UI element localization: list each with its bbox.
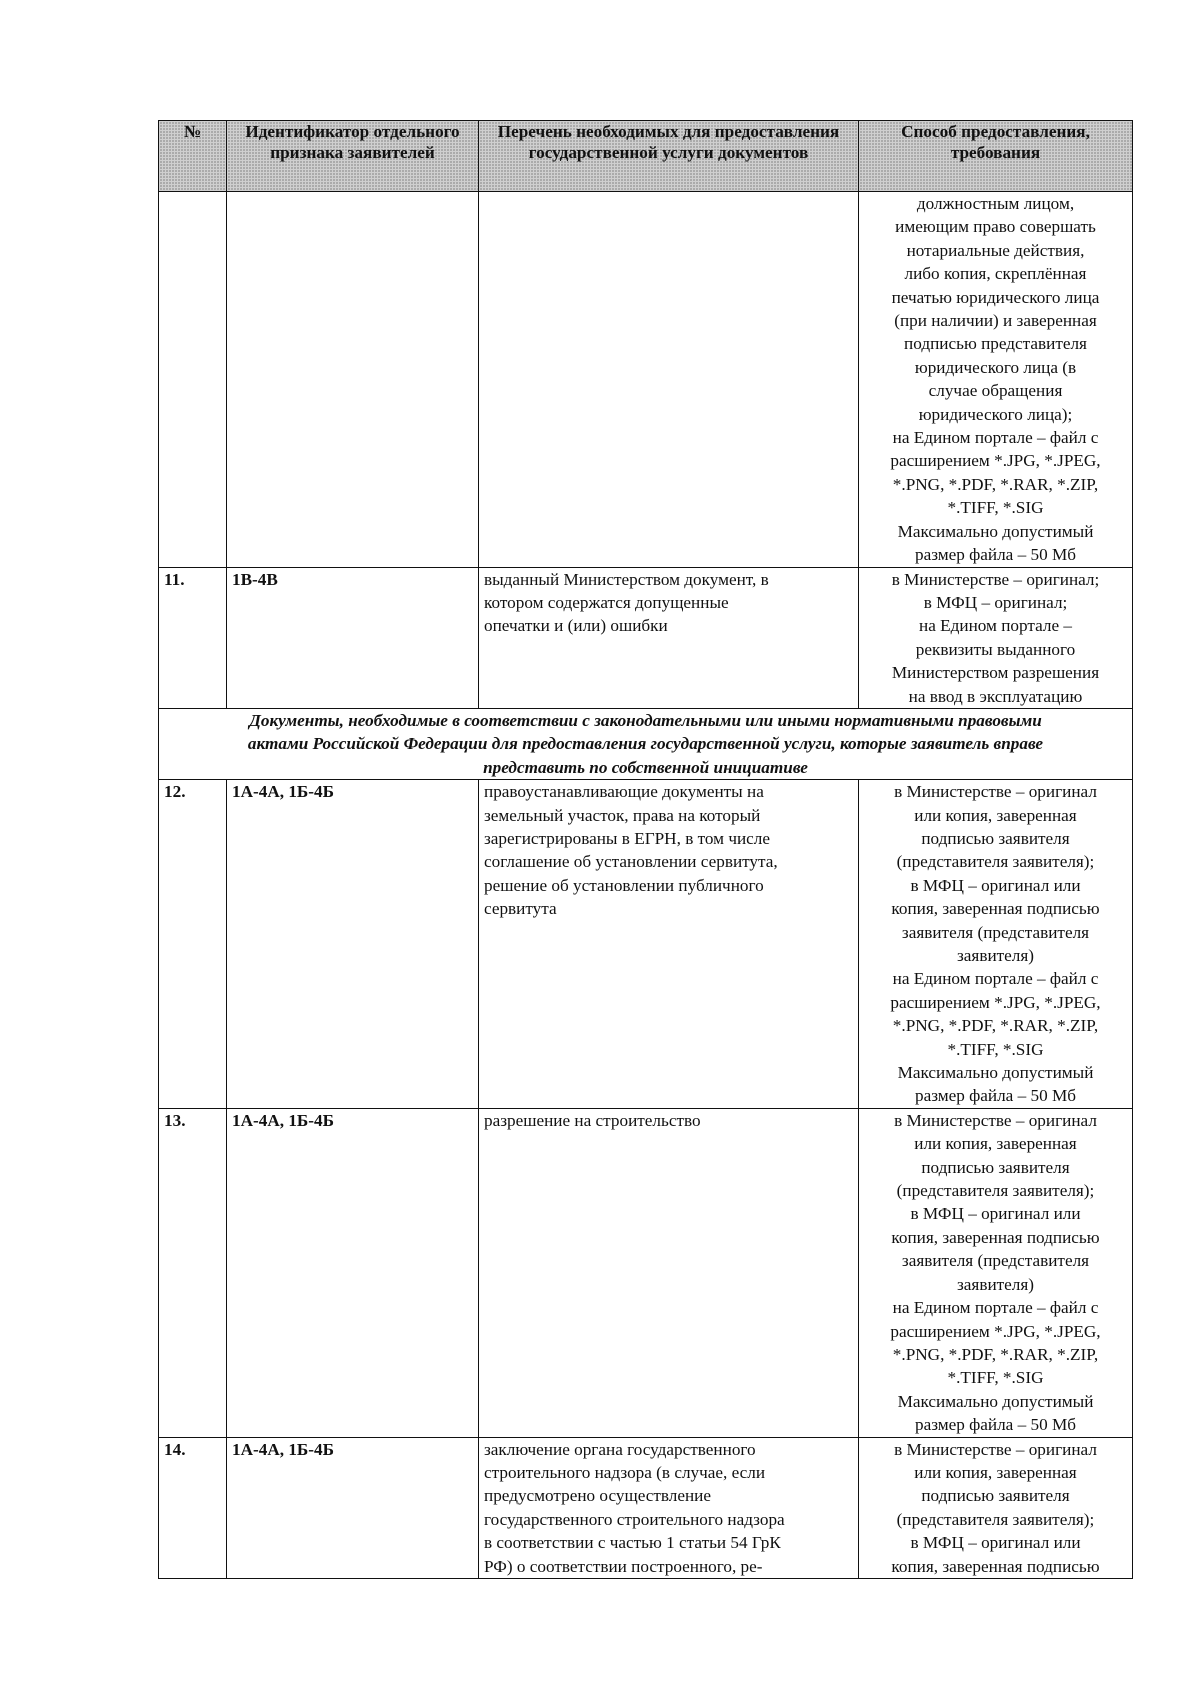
document-cell: [479, 780, 859, 1109]
method-line: подписью заявителя: [921, 828, 1070, 848]
applicant-id: 1А-4А, 1Б-4Б: [227, 1108, 479, 1437]
method-line: (представителя заявителя);: [896, 1181, 1095, 1201]
method-line: размер файла – 50 Мб: [914, 1415, 1077, 1435]
method-line: *.TIFF, *.SIG: [947, 1368, 1044, 1388]
section-line: представить по собственной инициативе: [483, 757, 808, 777]
document-line: выданный Министерством документ, в: [484, 569, 769, 589]
document-line: предусмотрено осуществление: [484, 1486, 712, 1506]
method-line: нотариальные действия,: [906, 240, 1085, 260]
method-line: расширением *.JPG, *.JPEG,: [890, 992, 1101, 1012]
method-line: на Едином портале – файл с: [892, 428, 1099, 448]
table-row-continuation: [159, 192, 1133, 568]
document-line: в соответствии с частью 1 статьи 54 ГрК: [484, 1533, 781, 1553]
method-line: в Министерстве – оригинал: [894, 1439, 1097, 1459]
method-line: копия, заверенная подписью: [891, 1227, 1100, 1247]
method-line: на Едином портале –: [919, 616, 1072, 636]
method-line: в МФЦ – оригинал;: [923, 592, 1068, 612]
document-cell: [479, 1108, 859, 1437]
method-cell: [859, 780, 1133, 1109]
method-line: размер файла – 50 Мб: [914, 1086, 1077, 1106]
document-cell: [479, 1437, 859, 1578]
method-line: или копия, заверенная: [914, 1134, 1077, 1154]
table-row-13: [159, 1108, 1133, 1437]
method-line: (при наличии) и заверенная: [894, 311, 1097, 331]
method-line: в Министерстве – оригинал;: [891, 569, 1100, 589]
row-number: 12.: [159, 780, 227, 1109]
method-line: или копия, заверенная: [914, 1462, 1077, 1482]
method-line: Максимально допустимый: [897, 1063, 1094, 1083]
method-line: юридического лица (в: [914, 357, 1077, 377]
method-line: копия, заверенная подписью: [891, 899, 1100, 919]
document-line: котором содержатся допущенные: [484, 592, 729, 612]
method-line: Министерством разрешения: [891, 663, 1100, 683]
method-line: заявителя): [957, 946, 1034, 965]
method-line: заявителя): [957, 1274, 1034, 1294]
method-cell: [859, 192, 1133, 568]
method-line: в МФЦ – оригинал или: [910, 875, 1081, 895]
method-line: заявителя (представителя: [901, 922, 1090, 942]
method-cell: [859, 1437, 1133, 1578]
method-line: на Едином портале – файл с: [892, 969, 1099, 989]
method-cell: [859, 1108, 1133, 1437]
method-line: (представителя заявителя);: [896, 1509, 1095, 1529]
documents-table: [158, 120, 1133, 1579]
document-cell: [479, 567, 859, 708]
method-line: в МФЦ – оригинал или: [910, 1204, 1081, 1224]
method-line: подписью заявителя: [921, 1157, 1070, 1177]
method-line: имеющим право совершать: [895, 217, 1096, 237]
method-line: подписью представителя: [904, 334, 1087, 354]
cell-empty: [159, 192, 227, 568]
section-line: Документы, необходимые в соответствии с законодательными или иными нормативными правовыми: [249, 710, 1042, 730]
table-row-11: [159, 567, 1133, 708]
document-line: соглашение об установлении сервитута,: [484, 852, 778, 872]
method-line: должностным лицом,: [916, 194, 1075, 213]
method-line: Максимально допустимый: [897, 521, 1094, 541]
method-line: юридического лица);: [918, 404, 1073, 424]
section-line: актами Российской Федерации для предоставления государственной услуги, которые заявитель вправе: [247, 734, 1044, 754]
header-submission-method: Способ предоставления, требования: [859, 121, 1133, 192]
method-line: или копия, заверенная: [914, 805, 1077, 825]
applicant-id: 1А-4А, 1Б-4Б: [227, 1437, 479, 1578]
method-line: копия, заверенная подписью: [891, 1556, 1100, 1576]
table-row-14: [159, 1437, 1133, 1578]
method-line: *.PNG, *.PDF, *.RAR, *.ZIP,: [892, 474, 1099, 494]
cell-empty: [479, 192, 859, 568]
applicant-id: 1В-4В: [227, 567, 479, 708]
method-line: размер файла – 50 Мб: [914, 545, 1077, 565]
method-line: в Министерстве – оригинал: [894, 782, 1097, 802]
table-header-row: [159, 121, 1133, 192]
method-line: (представителя заявителя);: [896, 852, 1095, 872]
method-line: в МФЦ – оригинал или: [910, 1533, 1081, 1553]
method-line: реквизиты выданного: [915, 639, 1076, 659]
method-line: либо копия, скреплённая: [904, 264, 1087, 284]
row-number: 11.: [159, 567, 227, 708]
document-line: решение об установлении публичного: [484, 875, 764, 895]
section-heading: [159, 708, 1133, 779]
document-line: заключение органа государственного: [484, 1439, 756, 1459]
row-number: 14.: [159, 1437, 227, 1578]
document-line: РФ) о соответствии построенного, ре-: [484, 1556, 763, 1576]
document-line: опечатки и (или) ошибки: [484, 616, 668, 636]
method-line: расширением *.JPG, *.JPEG,: [890, 451, 1101, 471]
document-line: зарегистрированы в ЕГРН, в том числе: [484, 828, 771, 848]
document-line: государственного строительного надзора: [484, 1509, 785, 1529]
document-line: разрешение на строительство: [484, 1110, 701, 1130]
method-line: *.PNG, *.PDF, *.RAR, *.ZIP,: [892, 1344, 1099, 1364]
table-row-12: [159, 780, 1133, 1109]
method-line: подписью заявителя: [921, 1486, 1070, 1506]
cell-empty: [227, 192, 479, 568]
method-line: в Министерстве – оригинал: [894, 1110, 1097, 1130]
method-line: *.TIFF, *.SIG: [947, 1039, 1044, 1059]
applicant-id: 1А-4А, 1Б-4Б: [227, 780, 479, 1109]
method-line: *.PNG, *.PDF, *.RAR, *.ZIP,: [892, 1016, 1099, 1036]
method-line: на Едином портале – файл с: [892, 1298, 1099, 1318]
document-line: строительного надзора (в случае, если: [484, 1462, 766, 1482]
document-line: правоустанавливающие документы на: [484, 782, 764, 802]
header-number: №: [159, 121, 227, 192]
document-line: сервитута: [484, 899, 557, 919]
method-line: *.TIFF, *.SIG: [947, 498, 1044, 518]
section-heading-row: [159, 708, 1133, 779]
method-line: на ввод в эксплуатацию: [908, 686, 1083, 706]
method-line: случае обращения: [928, 381, 1063, 401]
method-line: расширением *.JPG, *.JPEG,: [890, 1321, 1101, 1341]
header-documents-list: Перечень необходимых для предоставления государственной услуги документов: [479, 121, 859, 192]
row-number: 13.: [159, 1108, 227, 1437]
document-line: земельный участок, права на который: [484, 805, 761, 825]
method-cell: [859, 567, 1133, 708]
method-line: Максимально допустимый: [897, 1391, 1094, 1411]
header-applicant-id: Идентификатор отдельного признака заявителей: [227, 121, 479, 192]
method-line: печатью юридического лица: [891, 287, 1100, 307]
method-line: заявителя (представителя: [901, 1251, 1090, 1271]
